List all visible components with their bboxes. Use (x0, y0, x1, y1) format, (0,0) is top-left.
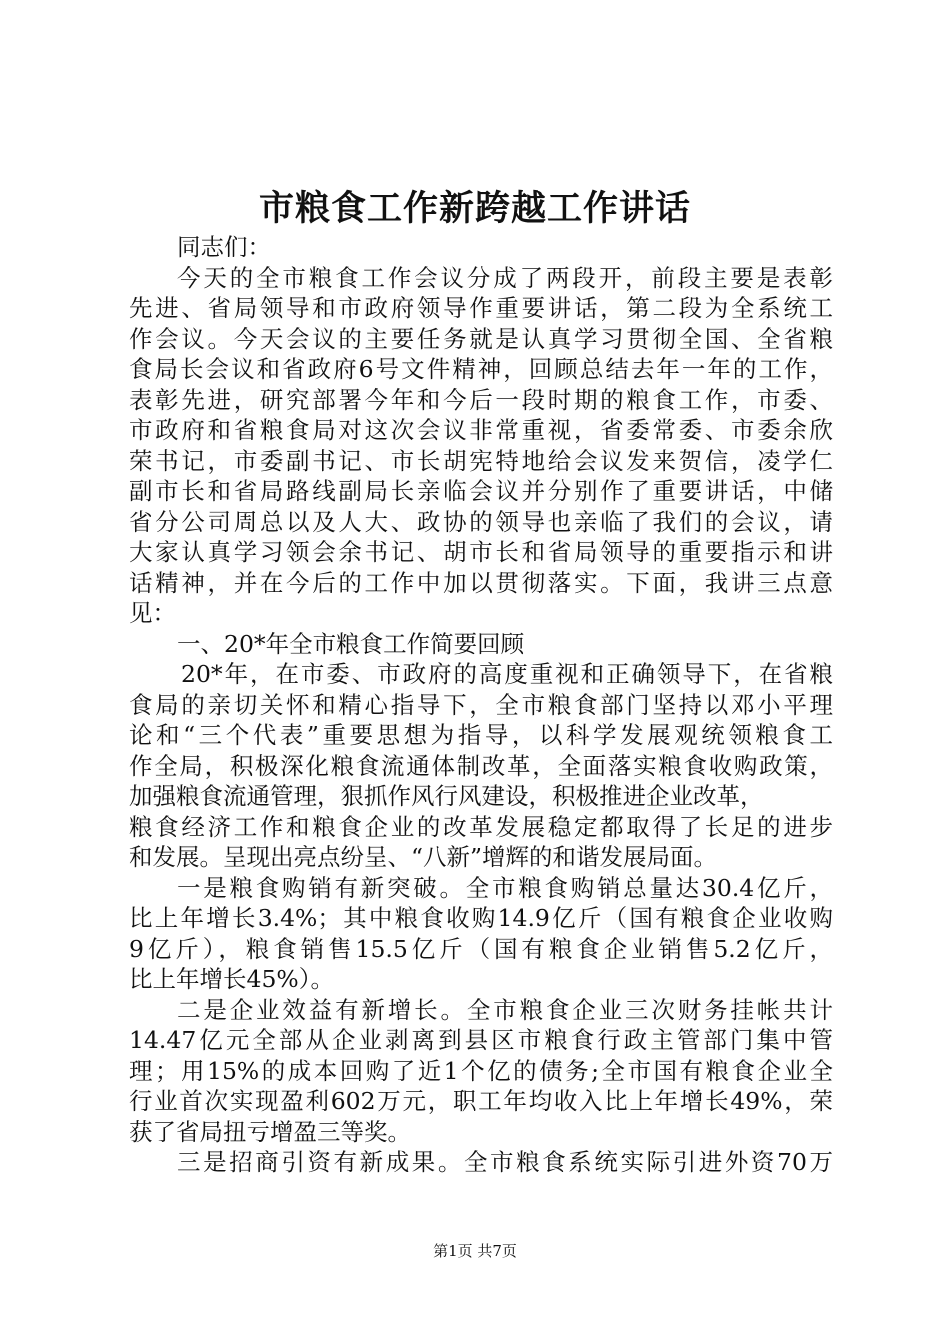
body-line: 一是粮食购销有新突破。全市粮食购销总量达30.4亿斤， (177, 873, 833, 902)
document-title: 市粮食工作新跨越工作讲话 (258, 188, 691, 229)
document-body (129, 232, 833, 1178)
body-line: 省分公司周总以及人大、政协的领导也亲临了我们的会议，请 (129, 507, 833, 536)
body-line: 理；用15%的成本回购了近1个亿的债务;全市国有粮食企业全 (129, 1056, 833, 1085)
body-line: 二是企业效益有新增长。全市粮食企业三次财务挂帐共计 (177, 995, 833, 1024)
body-line: 获了省局扭亏增盈三等奖。 (129, 1117, 411, 1146)
body-line: 市政府和省粮食局对这次会议非常重视，省委常委、市委余欣 (129, 416, 833, 444)
body-line: 先进、省局领导和市政府领导作重要讲话，第二段为全系统工 (129, 294, 833, 322)
body-line: 加强粮食流通管理，狠抓作风行风建设，积极推进企业改革， (129, 782, 764, 810)
body-line: 荣书记，市委副书记、市长胡宪特地给会议发来贺信，凌学仁 (129, 446, 833, 475)
body-line: 9亿斤），粮食销售15.5亿斤（国有粮食企业销售5.2亿斤， (129, 934, 833, 963)
body-line: 副市长和省局路线副局长亲临会议并分别作了重要讲话，中储 (129, 477, 833, 505)
body-line: 20*年，在市委、市政府的高度重视和正确领导下，在省粮 (181, 660, 833, 688)
body-line: 三是招商引资有新成果。全市粮食系统实际引进外资70万 (177, 1148, 833, 1176)
body-line: 比上年增长45%）。 (129, 965, 334, 993)
body-line: 今天的全市粮食工作会议分成了两段开，前段主要是表彰 (177, 263, 833, 292)
body-line: 表彰先进，研究部署今年和今后一段时期的粮食工作，市委、 (129, 385, 833, 414)
body-line: 作会议。今天会议的主要任务就是认真学习贯彻全国、全省粮 (129, 324, 833, 353)
body-line: 论和“三个代表”重要思想为指导，以科学发展观统领粮食工 (129, 721, 833, 749)
body-line: 比上年增长3.4%；其中粮食收购14.9亿斤（国有粮食企业收购 (129, 904, 833, 932)
body-line: 行业首次实现盈利602万元，职工年均收入比上年增长49%，荣 (129, 1087, 833, 1115)
body-line: 食局的亲切关怀和精心指导下，全市粮食部门坚持以邓小平理 (129, 690, 833, 719)
body-line: 14.47亿元全部从企业剥离到县区市粮食行政主管部门集中管 (129, 1026, 833, 1054)
section-heading: 一、20*年全市粮食工作简要回顾 (177, 629, 525, 658)
body-line: 大家认真学习领会余书记、胡市长和省局领导的重要指示和讲 (129, 538, 833, 566)
salutation-line: 同志们： (177, 233, 271, 261)
body-line: 食局长会议和省政府6号文件精神，回顾总结去年一年的工作， (129, 355, 833, 383)
body-line: 话精神，并在今后的工作中加以贯彻落实。下面，我讲三点意 (129, 568, 833, 597)
page-footer: 第1页 共7页 (433, 1242, 517, 1260)
body-line: 和发展。呈现出亮点纷呈、“八新”增辉的和谐发展局面。 (129, 843, 718, 871)
body-line: 见： (129, 599, 176, 627)
body-line: 作全局，积极深化粮食流通体制改革，全面落实粮食收购政策， (129, 751, 833, 780)
body-line: 粮食经济工作和粮食企业的改革发展稳定都取得了长足的进步 (129, 812, 833, 841)
